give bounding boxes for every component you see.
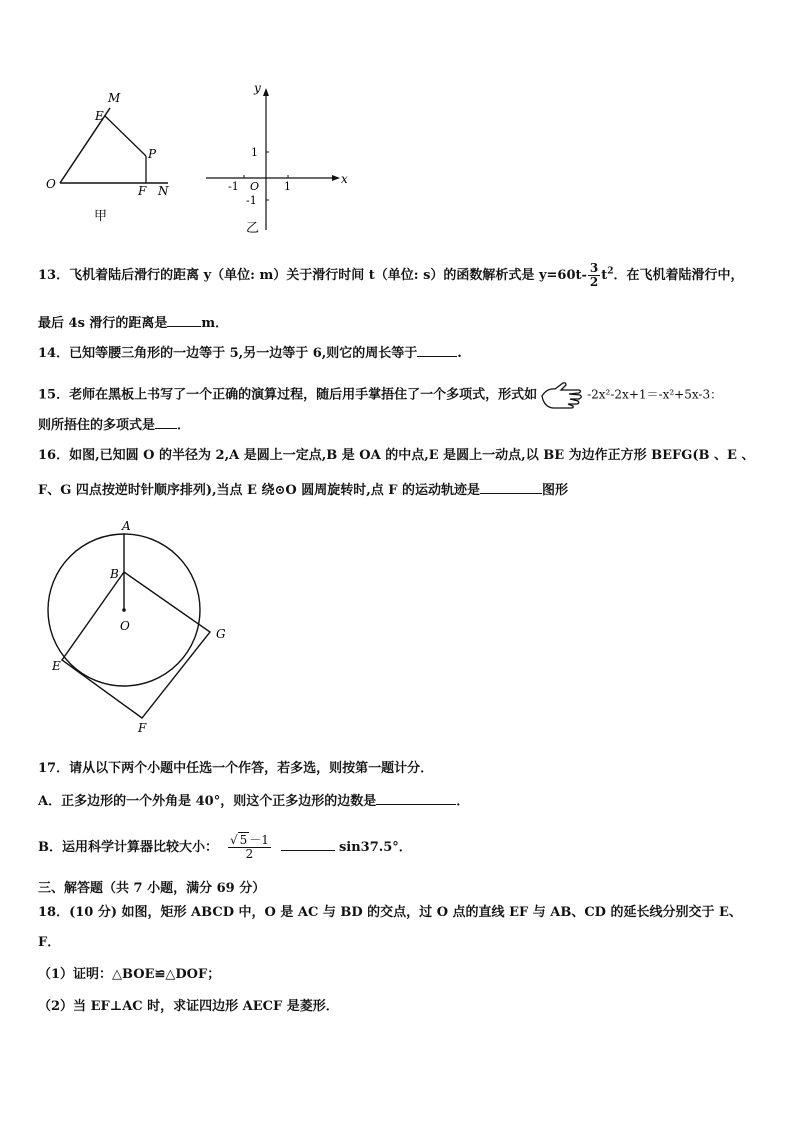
q18-line1 [38, 904, 742, 922]
caption-yi: 乙 [246, 221, 260, 236]
x-axis-arrow [332, 175, 340, 181]
q13-text-c: ．在飞机着陆滑行中， [613, 268, 744, 283]
q17-a-text: A．正多边形的一个外角是 40°，则这个正多边形的边数是 [38, 794, 377, 809]
q15-expression: -2x²-2x+1＝-x²+5x-3： [587, 387, 723, 402]
label-o: O [46, 177, 56, 191]
q14-answer-blank[interactable] [417, 342, 457, 357]
q13-text-b: t [601, 268, 608, 283]
square-befg [62, 572, 210, 718]
label-m: M [108, 91, 121, 105]
label-f: F [138, 721, 147, 735]
label-tick-y-pos: 1 [251, 146, 258, 159]
label-n: N [158, 184, 169, 198]
q16-line2 [38, 479, 568, 500]
label-b: B [110, 567, 119, 581]
q17-b-sqrt-value: 5 [239, 833, 248, 847]
q13-frac-den: 2 [589, 275, 599, 289]
q17-b-answer-blank[interactable] [281, 836, 335, 851]
q17-b-denominator: 2 [245, 847, 254, 861]
q17-b-numerator [228, 834, 271, 848]
q16-line2-b: 图形 [542, 483, 569, 498]
q18-text-line1: 18．(10 分) 如图，矩形 ABCD 中，O 是 AC 与 BD 的交点，过 O 点的直线 EF 与 AB、CD 的延长线分别交于 E、 [38, 905, 742, 920]
q16-line1 [38, 447, 755, 465]
label-tick-x-neg: -1 [228, 180, 239, 193]
q13-fraction [588, 262, 600, 289]
figure-q16 [40, 520, 240, 740]
label-tick-x-pos: 1 [284, 180, 291, 193]
q18-sub2 [38, 998, 339, 1016]
label-a: A [122, 520, 131, 533]
q18-sub1-text: （1）证明：△BOE≌△DOF； [38, 967, 221, 982]
caption-jia: 甲 [94, 209, 108, 224]
figure-yi [200, 80, 360, 240]
y-axis-arrow [263, 88, 269, 96]
q18-text-line2: F． [38, 935, 61, 950]
label-y: y [254, 81, 261, 95]
q17-part-b [38, 834, 412, 861]
label-o: O [120, 619, 130, 633]
q14-text-a: 14．已知等腰三角形的一边等于 5,另一边等于 6,则它的周长等于 [38, 346, 418, 361]
q16-answer-blank[interactable] [480, 479, 542, 494]
q15-answer-blank[interactable] [155, 414, 177, 429]
q15-text-a: 15．老师在黑板上书写了一个正确的演算过程，随后用手掌捂住了一个多项式，形式如 [38, 387, 538, 403]
q13-line2-b: m． [201, 316, 229, 331]
label-f: F [138, 184, 147, 198]
q17-title [38, 760, 433, 778]
sqrt-icon: √ [230, 833, 238, 847]
q13-text-a: 13．飞机着陆后滑行的距离 y（单位: m）关于滑行时间 t（单位: s）的函数解析式是 y=60t- [38, 268, 587, 283]
q17-b-fraction [228, 834, 271, 861]
section3-heading [38, 880, 265, 898]
q14-line [38, 342, 462, 363]
q13-exponent: 2 [607, 266, 614, 277]
q13-line2-a: 最后 4s 滑行的距离是 [38, 316, 168, 331]
q15-line1 [38, 380, 722, 410]
section3-title: 三、解答题（共 7 小题，满分 69 分） [38, 881, 266, 896]
label-x: x [341, 172, 348, 186]
q15-line2-a: 则所捂住的多项式是 [38, 418, 156, 433]
point-o [122, 608, 126, 612]
label-e: E [52, 659, 61, 673]
q17-b-end: sin37.5°． [338, 840, 412, 855]
q13-frac-num: 3 [589, 261, 599, 275]
q17-a-answer-blank[interactable] [376, 790, 456, 805]
label-origin: O [250, 180, 260, 193]
q17-part-a [38, 790, 469, 811]
q17-b-text: B．运用科学计算器比较大小： [38, 840, 218, 855]
q16-text-line1: 16．如图,已知圆 O 的半径为 2,A 是圆上一定点,B 是 OA 的中点,E 是圆上一动点,以 BE 为边作正方形 BEFG(B 、E 、 [38, 448, 755, 463]
q15-line2-b: ． [177, 418, 191, 433]
q17-title-text: 17．请从以下两个小题中任选一个作答，若多选，则按第一题计分． [38, 761, 434, 776]
label-tick-y-neg: -1 [246, 194, 257, 207]
label-e: E [95, 109, 104, 123]
q15-line2 [38, 414, 190, 435]
q17-a-end: ． [456, 794, 470, 809]
q13-line1 [38, 262, 744, 289]
q13-line2 [38, 312, 228, 333]
figure-jia [40, 88, 180, 228]
q17-b-minus-one: －1 [249, 833, 269, 847]
q16-line2-a: F、G 四点按逆时针顺序排列),当点 E 绕⊙O 圆周旋转时,点 F 的运动轨迹是 [38, 483, 481, 498]
q14-text-b: . [457, 346, 462, 361]
q13-answer-blank[interactable] [167, 312, 201, 327]
q18-sub1 [38, 966, 220, 984]
q18-line2 [38, 934, 60, 952]
label-g: G [216, 627, 226, 641]
hand-icon [539, 380, 585, 410]
q18-sub2-text: （2）当 EF⊥AC 时，求证四边形 AECF 是菱形． [38, 999, 339, 1014]
segment-ep [105, 116, 146, 156]
label-p: P [148, 147, 157, 161]
